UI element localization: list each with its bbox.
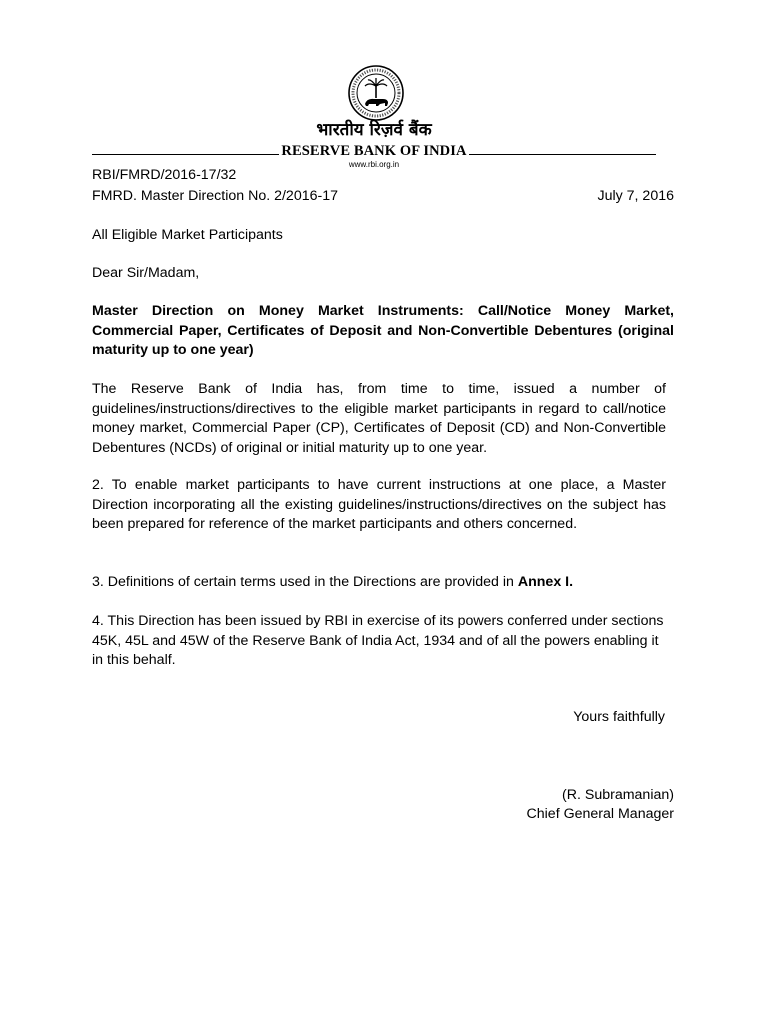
paragraph-2: 2. To enable market participants to have current instructions at one place, a Master Direction incorporating all the existing guidelines/instructions/directives on the subject has been prepared for reference of the market participants and others concerned.	[92, 477, 666, 532]
signatory-title: Chief General Manager	[526, 806, 674, 822]
letterhead	[92, 64, 656, 174]
valediction: Yours faithfully	[573, 709, 665, 725]
annex-reference: Annex I.	[517, 574, 574, 590]
rbi-emblem-icon	[347, 64, 405, 122]
paragraph-1: The Reserve Bank of India has, from time to time, issued a number of guidelines/instructions/directives to the eligible market participants in regard to call/notice money market, Commercial Paper (CP), Certificates of Deposit (CD) and Non-Convertible Debentures (NCDs) of original or initial maturity up to one year.	[92, 381, 666, 456]
paragraph-3	[92, 573, 674, 593]
paragraph-3-text: 3. Definitions of certain terms used in the Directions are provided in	[92, 574, 518, 590]
bank-name-hindi: भारतीय रिज़र्व बैंक	[316, 120, 432, 140]
paragraph-4: 4. This Direction has been issued by RBI in exercise of its powers conferred under sections 45K, 45L and 45W of the Reserve Bank of India Act, 1934 and of all the powers enabling it in this behalf.	[92, 613, 664, 668]
letter-date: July 7, 2016	[597, 188, 674, 204]
right-rule	[469, 154, 656, 155]
website: www.rbi.org.in	[348, 160, 400, 169]
left-rule	[92, 154, 279, 155]
subject-heading: Master Direction on Money Market Instruments: Call/Notice Money Market, Commercial Paper, Certificates of Deposit and Non-Convertible Debentures (original maturity up to one year)	[92, 303, 674, 358]
salutation: Dear Sir/Madam,	[92, 265, 200, 281]
reference-number: RBI/FMRD/2016-17/32	[92, 167, 237, 183]
signatory-name: (R. Subramanian)	[562, 787, 674, 803]
bank-name-row	[92, 143, 656, 159]
bank-name-english: RESERVE BANK OF INDIA	[281, 142, 467, 159]
direction-number: FMRD. Master Direction No. 2/2016-17	[92, 188, 339, 204]
addressee: All Eligible Market Participants	[92, 227, 283, 243]
direction-row	[92, 187, 674, 207]
